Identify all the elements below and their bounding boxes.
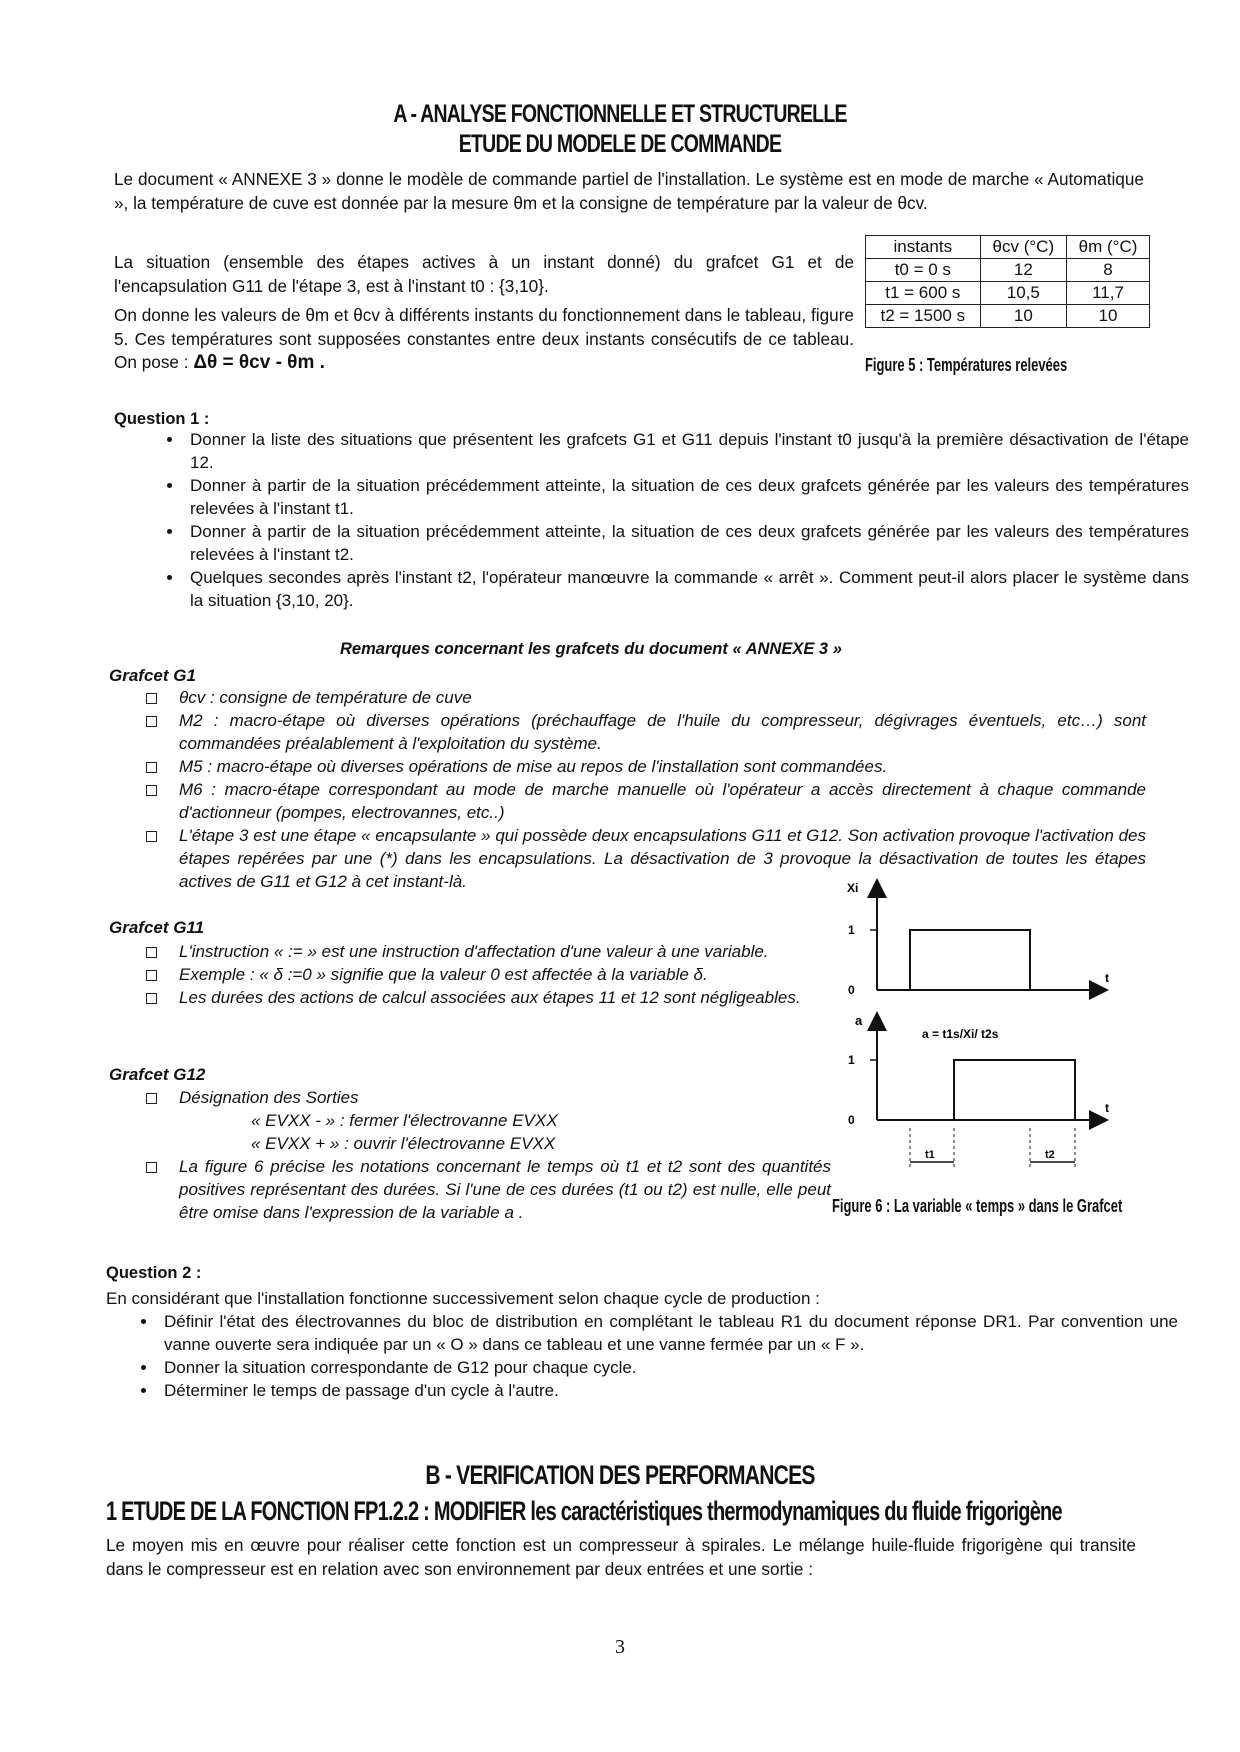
list-item: Exemple : « δ :=0 » signifie que la valeur 0 est affectée à la variable δ. <box>179 965 708 984</box>
table-cell: 8 <box>1067 259 1150 282</box>
table-cell: 10,5 <box>980 282 1066 305</box>
table-header: instants <box>866 236 981 259</box>
checkbox-icon <box>146 716 157 727</box>
question-2-list <box>120 1310 1178 1402</box>
table-cell: 12 <box>980 259 1066 282</box>
grafcet-g12-list <box>146 1086 831 1224</box>
xi-one: 1 <box>848 923 855 937</box>
figure-6-diagram <box>830 870 1150 1205</box>
a-t-label: t <box>1105 1101 1109 1115</box>
checkbox-icon <box>146 831 157 842</box>
checkbox-icon <box>146 947 157 958</box>
page-number: 3 <box>615 1636 625 1658</box>
table-cell: t2 = 1500 s <box>866 305 981 328</box>
a-label: a <box>855 1013 863 1028</box>
question-2-intro: En considérant que l'installation fonctionne successivement selon chaque cycle de production : <box>106 1289 820 1308</box>
grafcet-g1-label: Grafcet G1 <box>109 666 196 685</box>
intro-paragraph-2: La situation (ensemble des étapes actives à un instant donné) du grafcet G1 et de l'encapsulation G11 de l'étape 3, est à l'instant t0 : {3,10}. <box>114 252 854 296</box>
checkbox-icon <box>146 1162 157 1173</box>
table-row <box>866 282 1150 305</box>
question-1-label: Question 1 : <box>114 410 210 428</box>
section-a-title-1: A - ANALYSE FONCTIONNELLE ET STRUCTURELLE <box>393 100 847 128</box>
checkbox-icon <box>146 693 157 704</box>
list-item: • Donner la liste des situations que présentent les grafcets G1 et G11 depuis l'instant t0 jusqu'à la première désactivation de l'étape 12. <box>184 428 1189 474</box>
t2-label: t2 <box>1045 1149 1055 1161</box>
list-item: • Définir l'état des électrovannes du bloc de distribution en complétant le tableau R1 du document réponse DR1. Par convention une vanne ouverte sera indiquée par un « O » dans ce tableau et une vanne fermée par un « F ». <box>158 1310 1178 1356</box>
xi-label: Xi <box>847 881 859 895</box>
list-item: • Donner à partir de la situation précédemment atteinte, la situation de ces deux grafcets générée par les valeurs des températures relevées à l'instant t1. <box>184 474 1189 520</box>
question-2-label: Question 2 : <box>106 1264 202 1282</box>
table-header: θm (°C) <box>1067 236 1150 259</box>
intro-paragraph-1: Le document « ANNEXE 3 » donne le modèle de commande partiel de l'installation. Le système est en mode de marche « Automatique », la température de cuve est donnée par la mesure θm et la consigne de température par la valeur de θcv. <box>114 169 1144 213</box>
list-item: L'étape 3 est une étape « encapsulante » qui possède deux encapsulations G11 et G12. Son activation provoque l'activation des étapes repérées par une (*) dans les encapsulations. La désactivation de 3 provoque la désactivation de toutes les étapes actives de G11 et G12 à cet instant-là. <box>179 826 1146 891</box>
grafcet-g12-label: Grafcet G12 <box>109 1065 206 1084</box>
list-item: M5 : macro-étape où diverses opérations de mise au repos de l'installation sont commandées. <box>179 757 888 776</box>
xi-signal <box>877 930 1030 990</box>
a-signal <box>877 1060 1075 1120</box>
intro-paragraph-3 <box>114 304 854 375</box>
t1-label: t1 <box>925 1149 935 1161</box>
list-item: θcv : consigne de température de cuve <box>179 688 472 707</box>
grafcet-g11-list <box>146 940 831 1009</box>
section-b-subtitle: 1 ETUDE DE LA FONCTION FP1.2.2 : MODIFIER les caractéristiques thermodynamiques du fluide frigorigène <box>106 1496 1062 1526</box>
table-cell: t0 = 0 s <box>866 259 981 282</box>
table-cell: t1 = 600 s <box>866 282 981 305</box>
checkbox-icon <box>146 1093 157 1104</box>
list-item: Les durées des actions de calcul associées aux étapes 11 et 12 sont négligeables. <box>179 988 801 1007</box>
section-b-text: Le moyen mis en œuvre pour réaliser cette fonction est un compresseur à spirales. Le mélange huile-fluide frigorigène qui transite dans le compresseur est en relation avec son environnement par deux entrées et une sortie : <box>106 1535 1136 1579</box>
table-header: θcv (°C) <box>980 236 1066 259</box>
checkbox-icon <box>146 993 157 1004</box>
temperature-table <box>865 235 1150 328</box>
remarques-title: Remarques concernant les grafcets du document « ANNEXE 3 » <box>340 640 842 658</box>
checkbox-icon <box>146 762 157 773</box>
a-zero: 0 <box>848 1113 855 1127</box>
list-item: Désignation des Sorties <box>179 1088 359 1107</box>
intro-text-3: On donne les valeurs de θm et θcv à différents instants du fonctionnement dans le tableau, figure 5. Ces températures sont supposées constantes entre deux instants consécutifs de ce tableau. On pose : <box>114 305 854 372</box>
question-1-list <box>142 428 1189 612</box>
list-item: « EVXX - » : fermer l'électrovanne EVXX <box>251 1111 558 1130</box>
table-row <box>866 305 1150 328</box>
grafcet-g1-list <box>146 686 1146 893</box>
a-one: 1 <box>848 1053 855 1067</box>
table-cell: 10 <box>1067 305 1150 328</box>
list-item: • Donner à partir de la situation précédemment atteinte, la situation de ces deux grafcets générée par les valeurs des températures relevées à l'instant t2. <box>184 520 1189 566</box>
list-item: L'instruction « := » est une instruction d'affectation d'une valeur à une variable. <box>179 942 769 961</box>
figure-5-caption: Figure 5 : Températures relevées <box>865 355 1068 375</box>
list-item: M2 : macro-étape où diverses opérations (préchauffage de l'huile du compresseur, dégivrages éventuels, etc…) sont commandées préalablement à l'exploitation du système. <box>179 711 1146 753</box>
section-b-title: B - VERIFICATION DES PERFORMANCES <box>425 1460 815 1490</box>
table-header-row <box>866 236 1150 259</box>
list-item: • Quelques secondes après l'instant t2, l'opérateur manœuvre la commande « arrêt ». Comment peut-il alors placer le système dans la situation {3,10, 20}. <box>184 566 1189 612</box>
xi-t-label: t <box>1105 971 1109 985</box>
grafcet-g11-label: Grafcet G11 <box>109 918 205 937</box>
list-item: • Donner la situation correspondante de G12 pour chaque cycle. <box>158 1356 1178 1379</box>
list-item: « EVXX + » : ouvrir l'électrovanne EVXX <box>251 1134 556 1153</box>
table-cell: 10 <box>980 305 1066 328</box>
table-cell: 11,7 <box>1067 282 1150 305</box>
section-a-title-2: ETUDE DU MODELE DE COMMANDE <box>458 130 782 158</box>
list-item: La figure 6 précise les notations concernant le temps où t1 et t2 sont des quantités positives représentant des durées. Si l'une de ces durées (t1 ou t2) est nulle, elle peut être omise dans l'expression de la variable a . <box>179 1157 831 1222</box>
figure-6-caption: Figure 6 : La variable « temps » dans le Grafcet <box>832 1196 1123 1216</box>
checkbox-icon <box>146 970 157 981</box>
checkbox-icon <box>146 785 157 796</box>
xi-zero: 0 <box>848 983 855 997</box>
delta-formula: Δθ = θcv - θm . <box>193 352 325 373</box>
list-item: M6 : macro-étape correspondant au mode de marche manuelle où l'opérateur a accès directement à chaque commande d'actionneur (pompes, electrovannes, etc..) <box>179 780 1146 822</box>
list-item: • Déterminer le temps de passage d'un cycle à l'autre. <box>158 1379 1178 1402</box>
a-formula: a = t1s/Xi/ t2s <box>922 1027 999 1041</box>
table-row <box>866 259 1150 282</box>
